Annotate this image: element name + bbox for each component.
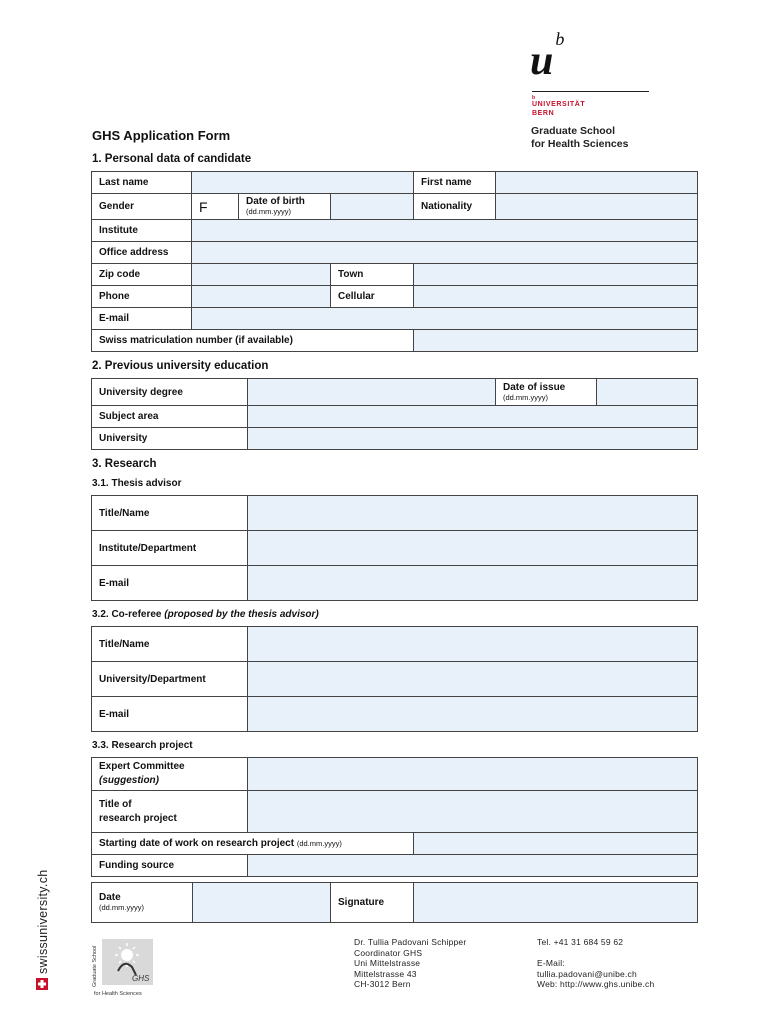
coref-title-input[interactable] [248,627,698,662]
coref-title-label: Title/Name [92,627,248,662]
zip-input[interactable] [192,264,331,286]
education-table [91,378,698,450]
university-name: UNIVERSITÄT [532,101,586,108]
degree-input[interactable] [248,379,496,406]
svg-text:for Health Sciences: for Health Sciences [94,991,142,997]
contact-block [354,937,466,990]
starting-date-input[interactable] [414,833,698,855]
first-name-input[interactable] [496,172,698,194]
web-link[interactable]: Web: http://www.ghs.unibe.ch [537,979,655,989]
expert-committee-label: Expert Committee (suggestion) [92,758,248,791]
address-line3: CH-3012 Bern [354,979,411,989]
phone-input[interactable] [192,286,331,308]
advisor-email-input[interactable] [248,566,698,601]
advisor-institute-input[interactable] [248,531,698,566]
office-address-label: Office address [92,242,192,264]
svg-text:Graduate School: Graduate School [92,945,98,987]
telephone: Tel. +41 31 684 59 62 [537,937,624,947]
town-label: Town [331,264,414,286]
coreferee-heading: 3.2. Co-referee (proposed by the thesis advisor) [92,609,319,620]
swiss-matric-label: Swiss matriculation number (if available) [92,330,414,352]
address-line1: Uni Mittelstrasse [354,958,421,968]
subject-input[interactable] [248,406,698,428]
swiss-matric-input[interactable] [414,330,698,352]
office-address-input[interactable] [192,242,698,264]
nationality-input[interactable] [496,194,698,220]
section2-heading: 2. Previous university education [92,360,269,372]
logo-small-b: b [532,95,536,101]
funding-label: Funding source [92,855,248,877]
university-input[interactable] [248,428,698,450]
subject-label: Subject area [92,406,248,428]
swissuniversity-text: swissuniversity.ch [36,869,50,974]
funding-input[interactable] [248,855,698,877]
coref-university-label: University/Department [92,662,248,697]
contact-name: Dr. Tullia Padovani Schipper [354,937,467,947]
project-title-input[interactable] [248,791,698,833]
gender-value: F [199,198,208,215]
date-label: Date (dd.mm.yyyy) [92,883,193,923]
cellular-label: Cellular [331,286,414,308]
school-name-line1: Graduate School [531,125,616,137]
email-heading: E-Mail: [537,958,565,968]
date-issue-label: Date of issue (dd.mm.yyyy) [496,379,597,406]
advisor-title-label: Title/Name [92,496,248,531]
expert-committee-input[interactable] [248,758,698,791]
starting-date-label: Starting date of work on research project (dd.mm.yyyy) [92,833,414,855]
dob-label: Date of birth (dd.mm.yyyy) [239,194,331,220]
last-name-label: Last name [92,172,192,194]
section1-heading: 1. Personal data of candidate [92,153,252,165]
address-line2: Mittelstrasse 43 [354,968,417,979]
coref-email-label: E-mail [92,697,248,732]
university-label: University [92,428,248,450]
cellular-input[interactable] [414,286,698,308]
first-name-label: First name [414,172,496,194]
gender-label: Gender [92,194,192,220]
institute-label: Institute [92,220,192,242]
date-input[interactable] [193,883,331,923]
personal-data-table [91,171,698,352]
signature-input[interactable] [414,883,698,923]
advisor-institute-label: Institute/Department [92,531,248,566]
phone-label: Phone [92,286,192,308]
coreferee-table [91,626,698,732]
coref-university-input[interactable] [248,662,698,697]
unibe-logo: u $^b$ [530,29,565,84]
last-name-input[interactable] [192,172,414,194]
swissuniversity-brand [34,850,54,990]
dob-input[interactable] [331,194,414,220]
university-city: BERN [532,110,555,117]
gender-input[interactable] [192,194,239,220]
advisor-title-input[interactable] [248,496,698,531]
date-issue-input[interactable] [597,379,698,406]
degree-label: University degree [92,379,248,406]
email-link[interactable]: tullia.padovani@unibe.ch [537,968,637,979]
advisor-email-label: E-mail [92,566,248,601]
form-title: GHS Application Form [92,128,231,143]
advisor-heading: 3.1. Thesis advisor [92,478,182,489]
contact-role: Coordinator GHS [354,947,423,958]
section3-heading: 3. Research [92,458,157,470]
signature-label: Signature [331,883,414,923]
logo-divider [532,91,649,92]
zip-label: Zip code [92,264,192,286]
town-input[interactable] [414,264,698,286]
project-heading: 3.3. Research project [92,740,193,751]
ghs-logo [88,937,158,997]
svg-text:GHS: GHS [132,974,150,983]
project-table [91,757,698,877]
coref-email-input[interactable] [248,697,698,732]
institute-input[interactable] [192,220,698,242]
advisor-table [91,495,698,601]
project-title-label: Title of research project [92,791,248,833]
email-input[interactable] [192,308,698,330]
school-name-line2: for Health Sciences [531,138,629,150]
email-label: E-mail [92,308,192,330]
contact-details [537,937,654,990]
nationality-label: Nationality [414,194,496,220]
signature-table [91,882,698,923]
